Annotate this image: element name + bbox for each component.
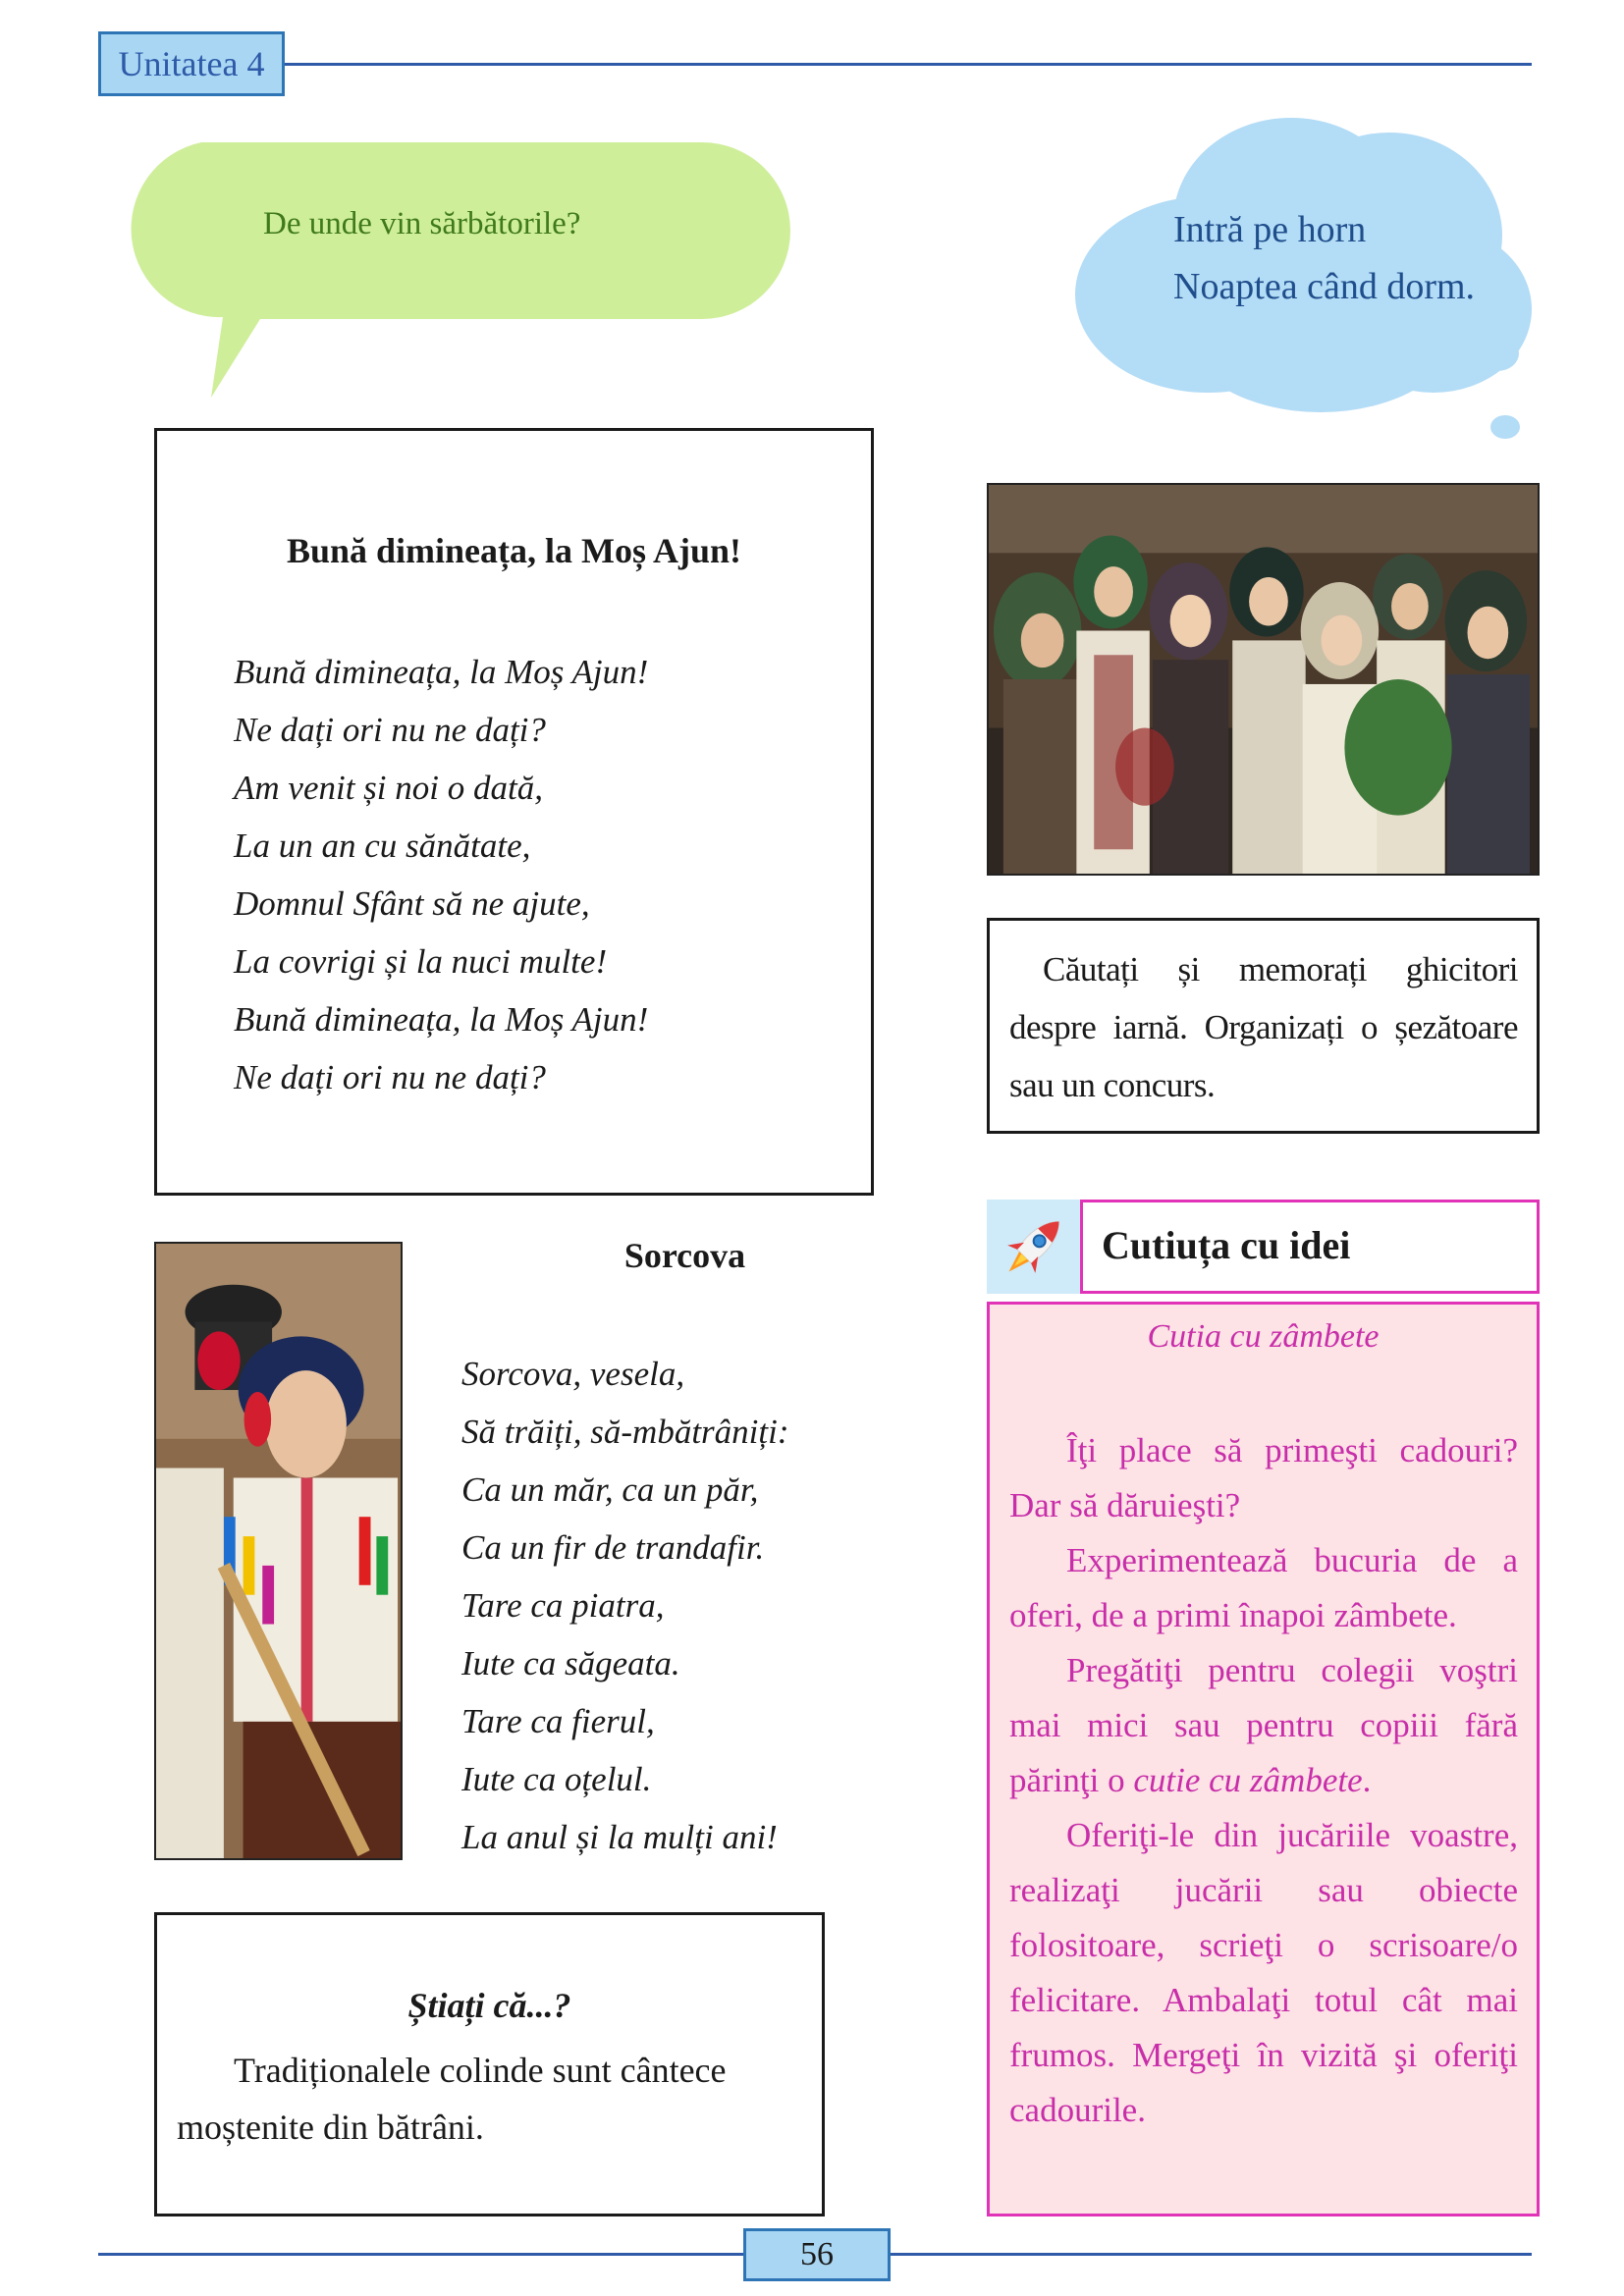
poem-line: Ne dați ori nu ne dați? [234, 1058, 546, 1096]
cloud-line-1: Intră pe horn [1173, 209, 1367, 250]
poem-line: Tare ca piatra, [461, 1586, 665, 1625]
header-divider [285, 63, 1532, 66]
poem-line: Ca un măr, ca un păr, [461, 1470, 759, 1509]
idea-box-title: Cutiuța cu idei [1102, 1223, 1351, 1267]
poem-line: Am venit și noi o dată, [234, 769, 543, 807]
idea-text-span: Pregătiţi pentru colegii voştri mai mici sau pentru copiii fără părinţi o [1009, 1651, 1518, 1799]
traditional-costume-photo [154, 1242, 403, 1860]
poem-line: Tare ca fierul, [461, 1702, 655, 1740]
poem-line: Ne dați ori nu ne dați? [234, 711, 546, 749]
poem-line: Ca un fir de trandafir. [461, 1528, 765, 1567]
poem-line: La covrigi și la nuci multe! [234, 942, 608, 981]
poem-line: Să trăiți, să-mbătrâniți: [461, 1413, 789, 1451]
did-you-know-text [177, 2042, 805, 2156]
rocket-icon [987, 1200, 1081, 1294]
task-paragraph: Căutați și memorați ghicitori despre iarnă. Organizați o șezătoare sau un concurs. [1009, 950, 1518, 1104]
speech-bubble-text: De unde vin sărbătorile? [263, 206, 581, 241]
idea-paragraph [1009, 1643, 1518, 1808]
idea-text-emphasis: cutie cu zâmbete [1133, 1761, 1363, 1799]
carolers-group-photo [987, 483, 1540, 876]
poem-lines-sorcova [461, 1345, 789, 1866]
idea-box-text [1009, 1423, 1518, 2138]
page-number: 56 [743, 2228, 891, 2281]
idea-paragraph: Oferiţi-le din jucăriile voastre, realizaţi jucării sau obiecte folositoare, scrieţi o scrisoare/o felicitare. Ambalaţi totul cât mai frumos. Mergeţi în vizită şi oferiţi cadourile. [1009, 1816, 1518, 2129]
poem-title-sorcova: Sorcova [623, 1236, 746, 1275]
task-text [1009, 940, 1518, 1114]
poem-line: Bună dimineața, la Moș Ajun! [234, 1000, 649, 1039]
unit-label: Unitatea 4 [98, 31, 285, 96]
did-you-know-title: Știați că...? [407, 1986, 571, 2025]
idea-paragraph: Îţi place să primeşti cadouri? Dar să dăruieşti? [1009, 1431, 1518, 1524]
poem-line: Sorcova, vesela, [461, 1355, 685, 1393]
cloud-line-2: Noaptea când dorm. [1173, 266, 1476, 307]
did-you-know-paragraph: Tradiționalele colinde sunt cântece moștenite din bătrâni. [177, 2051, 727, 2147]
poem-line: Domnul Sfânt să ne ajute, [234, 884, 590, 923]
speech-bubble [113, 142, 800, 407]
thought-cloud-text [1173, 201, 1475, 315]
poem-line: Iute ca săgeata. [461, 1644, 680, 1682]
poem-line: Bună dimineața, la Moș Ajun! [234, 653, 649, 691]
poem-line: La un an cu sănătate, [234, 827, 531, 865]
poem-line: Iute ca oțelul. [461, 1760, 652, 1798]
poem-lines-mos-ajun [234, 643, 648, 1106]
poem-title-mos-ajun: Bună dimineața, la Moș Ajun! [286, 531, 742, 570]
idea-paragraph: Experimentează bucuria de a oferi, de a primi înapoi zâmbete. [1009, 1541, 1518, 1634]
poem-line: La anul și la mulți ani! [461, 1818, 778, 1856]
idea-box-subtitle: Cutia cu zâmbete [1147, 1318, 1380, 1355]
idea-text-span: . [1362, 1761, 1372, 1799]
